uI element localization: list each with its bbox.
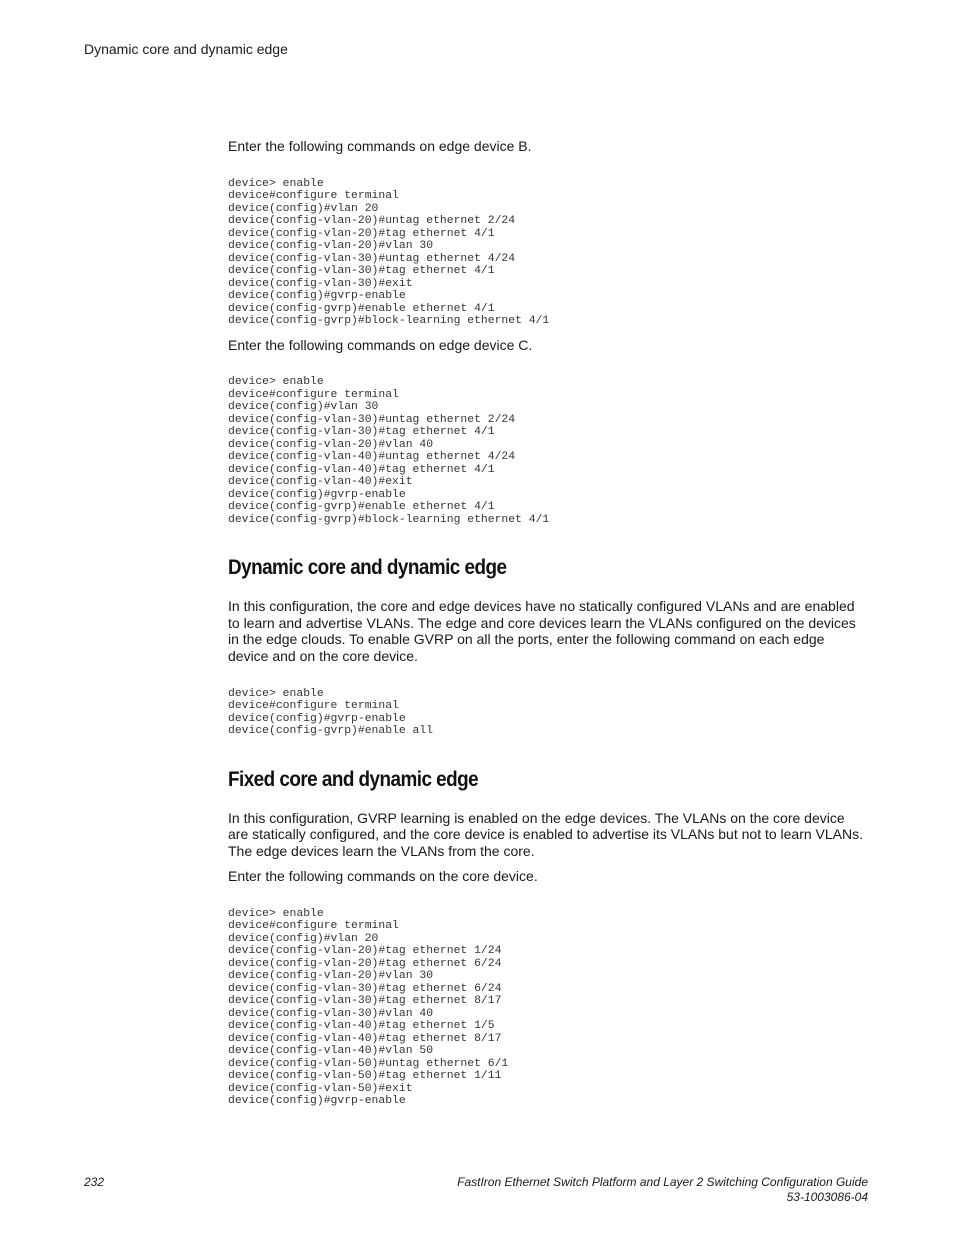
page-number: 232 — [84, 1175, 105, 1189]
document-number: 53-1003086-04 — [786, 1190, 868, 1204]
code-block-edge-b: device> enable device#configure terminal device(config)#vlan 20 device(config-vlan-20)#untag ethernet 2/24 device(config-vlan-20)#tag ethernet 4/1 device(config-vlan-20)#vlan 30 device(config-vlan-30)#untag ethernet 4/24 device(config-vlan-30)#tag ethernet 4/1 device(config-vlan-30)#exit device(config)#gvrp-enable device(config-gvrp)#enable ethernet 4/1 device(config-gvrp)#block-learning ethernet 4/1 — [228, 177, 550, 328]
footer-info — [457, 1175, 868, 1205]
code-block-core-device: device> enable device#configure terminal device(config)#vlan 20 device(config-vlan-20)#tag ethernet 1/24 device(config-vlan-20)#tag ethernet 6/24 device(config-vlan-20)#vlan 30 device(config-vlan-30)#tag ethernet 6/24 device(config-vlan-30)#tag ethernet 8/17 device(config-vlan-30)#vlan 40 device(config-vlan-40)#tag ethernet 1/5 device(config-vlan-40)#tag ethernet 8/17 device(config-vlan-40)#vlan 50 device(config-vlan-50)#untag ethernet 6/1 device(config-vlan-50)#tag ethernet 1/11 device(config-vlan-50)#exit device(config)#gvrp-enable — [228, 907, 509, 1108]
heading-dynamic-core: Dynamic core and dynamic edge — [228, 556, 507, 580]
running-header: Dynamic core and dynamic edge — [84, 41, 288, 57]
paragraph-fixed-core: In this configuration, GVRP learning is enabled on the edge devices. The VLANs on the core device are statically configured, and the core device is enabled to advertise its VLANs but not to learn VLANs. The edge devices learn the VLANs from the core. — [228, 809, 864, 859]
intro-core-device: Enter the following commands on the core device. — [228, 868, 538, 885]
paragraph-dynamic-core: In this configuration, the core and edge devices have no statically configured VLANs and are enabled to learn and advertise VLANs. The edge and core devices learn the VLANs configured on the devices in the edge clouds. To enable GVRP on all the ports, enter the following command on each edge device and on the core device. — [228, 598, 856, 664]
guide-title: FastIron Ethernet Switch Platform and Layer 2 Switching Configuration Guide — [457, 1175, 868, 1189]
page-content — [228, 138, 868, 1108]
code-block-edge-c: device> enable device#configure terminal device(config)#vlan 30 device(config-vlan-30)#untag ethernet 2/24 device(config-vlan-30)#tag ethernet 4/1 device(config-vlan-20)#vlan 40 device(config-vlan-40)#untag ethernet 4/24 device(config-vlan-40)#tag ethernet 4/1 device(config-vlan-40)#exit device(config)#gvrp-enable device(config-gvrp)#enable ethernet 4/1 device(config-gvrp)#block-learning ethernet 4/1 — [228, 376, 550, 526]
heading-fixed-core: Fixed core and dynamic edge — [228, 767, 479, 791]
code-block-dynamic-core: device> enable device#configure terminal device(config)#gvrp-enable device(config-gvrp)#enable all — [228, 687, 434, 738]
intro-edge-c: Enter the following commands on edge device C. — [228, 336, 533, 353]
intro-edge-b: Enter the following commands on edge device B. — [228, 138, 532, 154]
